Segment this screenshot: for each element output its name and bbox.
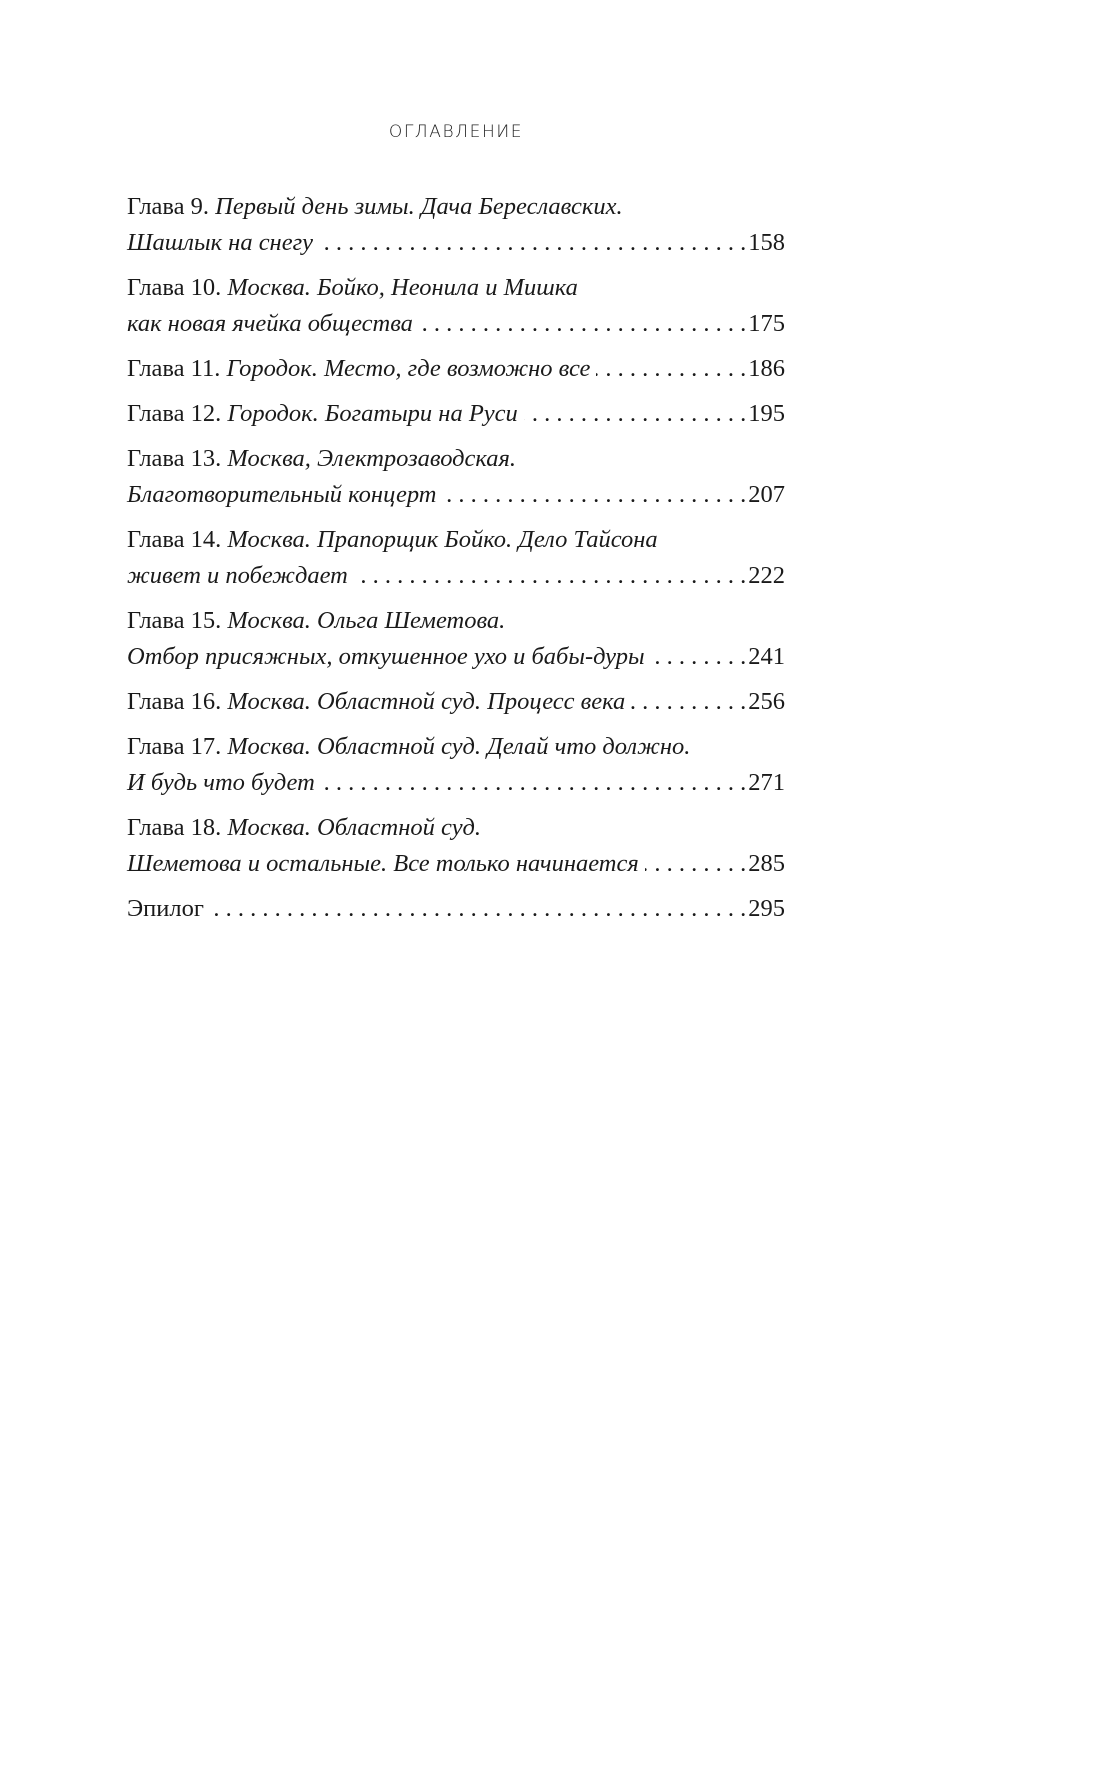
toc-entry-last-line xyxy=(127,765,785,801)
dot-leader xyxy=(645,846,747,882)
chapter-title: Городок. Богатыри на Руси xyxy=(227,400,518,427)
chapter-title: Первый день зимы. Дача Береславских. xyxy=(215,193,623,220)
toc-entry-chapter-10[interactable] xyxy=(127,270,785,342)
toc-heading: ОГЛАВЛЕНИЕ xyxy=(388,122,524,142)
page-number: 295 xyxy=(748,895,785,922)
toc-entry-last-line xyxy=(127,639,785,675)
page-number: 222 xyxy=(748,562,785,589)
chapter-label: Глава 18. xyxy=(127,814,222,841)
chapter-label: Глава 12. xyxy=(127,400,222,427)
page-number: 195 xyxy=(748,400,785,427)
dot-leader xyxy=(651,639,747,675)
dot-leader xyxy=(354,558,746,594)
chapter-title-continued: живет и побеждает xyxy=(127,562,348,589)
chapter-title-continued: Благотворительный концерт xyxy=(127,481,437,508)
dot-leader xyxy=(442,477,746,513)
toc-entry-last-line xyxy=(127,225,785,261)
page-number: 271 xyxy=(748,769,785,796)
page-number: 241 xyxy=(748,643,785,670)
chapter-title: Москва. Прапорщик Бойко. Дело Тайсона xyxy=(227,526,658,553)
chapter-title-continued: Отбор присяжных, откушенное ухо и бабы-дуры xyxy=(127,643,645,670)
chapter-label: Глава 17. xyxy=(127,733,222,760)
dot-leader xyxy=(524,396,746,432)
toc-entry-last-line xyxy=(127,891,785,927)
toc-entry-last-line xyxy=(127,846,785,882)
toc-entry-chapter-18[interactable] xyxy=(127,810,785,882)
toc-entry-last-line xyxy=(127,558,785,594)
toc-entry-first-line xyxy=(127,270,785,306)
chapter-title: Москва. Областной суд. xyxy=(227,814,482,841)
page-number: 175 xyxy=(748,310,785,337)
toc-entry-last-line xyxy=(127,477,785,513)
toc-entry-chapter-15[interactable] xyxy=(127,603,785,675)
dot-leader xyxy=(631,684,746,720)
toc-entry-last-line xyxy=(127,396,785,432)
chapter-label: Глава 16. xyxy=(127,688,222,715)
dot-leader xyxy=(319,225,746,261)
dot-leader xyxy=(210,891,746,927)
chapter-label: Глава 15. xyxy=(127,607,222,634)
toc-entry-chapter-17[interactable] xyxy=(127,729,785,801)
page-number: 186 xyxy=(748,355,785,382)
chapter-title: Москва. Областной суд. Делай что должно. xyxy=(227,733,691,760)
toc-entry-chapter-12[interactable] xyxy=(127,396,785,432)
page-number: 207 xyxy=(748,481,785,508)
chapter-title-continued: Шеметова и остальные. Все только начинается xyxy=(127,850,639,877)
toc-entry-first-line xyxy=(127,810,785,846)
chapter-title-continued: И будь что будет xyxy=(127,769,315,796)
toc-entry-first-line xyxy=(127,603,785,639)
toc-entry-chapter-14[interactable] xyxy=(127,522,785,594)
chapter-title-continued: как новая ячейка общества xyxy=(127,310,413,337)
dot-leader xyxy=(596,351,746,387)
chapter-label: Глава 14. xyxy=(127,526,222,553)
chapter-title: Москва, Электрозаводская. xyxy=(227,445,517,472)
toc-entry-chapter-16[interactable] xyxy=(127,684,785,720)
toc-entry-chapter-13[interactable] xyxy=(127,441,785,513)
dot-leader xyxy=(419,306,746,342)
toc-entry-first-line xyxy=(127,522,785,558)
toc-entry-first-line xyxy=(127,729,785,765)
chapter-title: Москва. Бойко, Неонила и Мишка xyxy=(227,274,578,301)
toc-entry-chapter-9[interactable] xyxy=(127,189,785,261)
epilogue-label: Эпилог xyxy=(127,895,204,922)
page-number: 285 xyxy=(748,850,785,877)
chapter-title: Городок. Место, где возможно все xyxy=(226,355,591,382)
chapter-title-continued: Шашлык на снегу xyxy=(127,229,314,256)
chapter-label: Глава 9. xyxy=(127,193,210,220)
toc-entry-chapter-11[interactable] xyxy=(127,351,785,387)
chapter-title: Москва. Ольга Шеметова. xyxy=(227,607,506,634)
chapter-title: Москва. Областной суд. Процесс века xyxy=(227,688,626,715)
chapter-label: Глава 10. xyxy=(127,274,222,301)
toc-entry-first-line xyxy=(127,441,785,477)
toc-entry-last-line xyxy=(127,306,785,342)
chapter-label: Глава 11. xyxy=(127,355,221,382)
toc-entry-epilogue[interactable] xyxy=(127,891,785,927)
page-number: 256 xyxy=(748,688,785,715)
toc-entry-first-line xyxy=(127,189,785,225)
dot-leader xyxy=(321,765,746,801)
page-number: 158 xyxy=(748,229,785,256)
toc-list xyxy=(127,189,785,936)
toc-entry-last-line xyxy=(127,684,785,720)
toc-entry-last-line xyxy=(127,351,785,387)
chapter-label: Глава 13. xyxy=(127,445,222,472)
